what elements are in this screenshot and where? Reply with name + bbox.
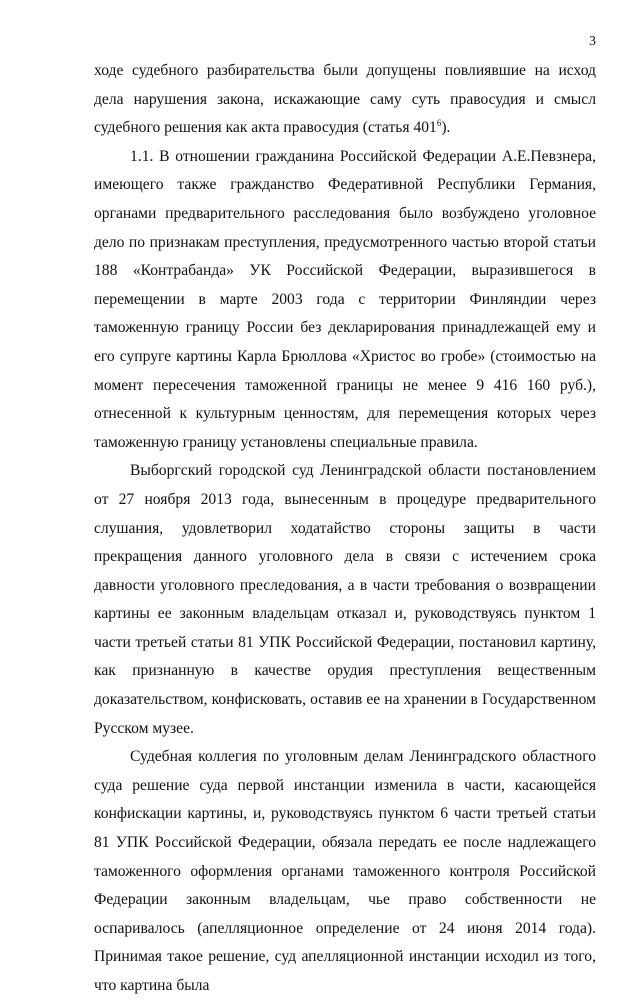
paragraph-text: ходе судебного разбирательства были допущены повлиявшие на исход дела нарушения закона, искажающие саму суть правосудия и смысл судебного решения как акта правосудия (статья 401 bbox=[94, 62, 596, 137]
paragraph-text-end: ). bbox=[441, 119, 451, 137]
paragraph-continuation bbox=[94, 57, 596, 143]
paragraph-vyborg-court: Выборгский городской суд Ленинградской области постановлением от 27 ноября 2013 года, вынесенным в процедуре предварительного слушания, удовлетворил ходатайство стороны защиты в части прекращения данного уголовного дела в связи с истечением срока давности уголовного преследования, а в части требования о возвращении картины ее законным владельцам отказал и, руководствуясь пунктом 1 части третьей статьи 81 УПК Российской Федерации, постановил картину, как признанную в качестве орудия преступления вещественным доказательством, конфисковать, оставив ее на хранении в Государственном Русском музее. bbox=[94, 462, 596, 737]
paragraph-1-1: 1.1. В отношении гражданина Российской Федерации А.Е.Певзнера, имеющего также гражданство Федеративной Республики Германия, органами предварительного расследования было возбуждено уголовное дело по признакам преступления, предусмотренного частью второй статьи 188 «Контрабанда» УК Российской Федерации, выразившегося в перемещении в марте 2003 года с территории Финляндии через таможенную границу России без декларирования принадлежащей ему и его супруге картины Карла Брюллова «Христос во гробе» (стоимостью на момент пересечения таможенной границы не менее 9 416 160 руб.), отнесенной к культурным ценностям, для перемещения которых через таможенную границу установлены специальные правила. bbox=[94, 147, 596, 451]
footnote-superscript: 6 bbox=[436, 118, 442, 129]
body-text bbox=[94, 57, 596, 1001]
paragraph-appeal-court: Судебная коллегия по уголовным делам Ленинградского областного суда решение суда первой инстанции изменила в части, касающейся конфискации картины, и, руководствуясь пунктом 6 части третьей статьи 81 УПК Российской Федерации, обязала передать ее после надлежащего таможенного оформления органами таможенного контроля Российской Федерации законным владельцам, чье право собственности не оспаривалось (апелляционное определение от 24 июня 2014 года). Принимая такое решение, суд апелляционной инстанции исходил из того, что картина была bbox=[94, 748, 596, 994]
page-number: 3 bbox=[589, 34, 596, 49]
